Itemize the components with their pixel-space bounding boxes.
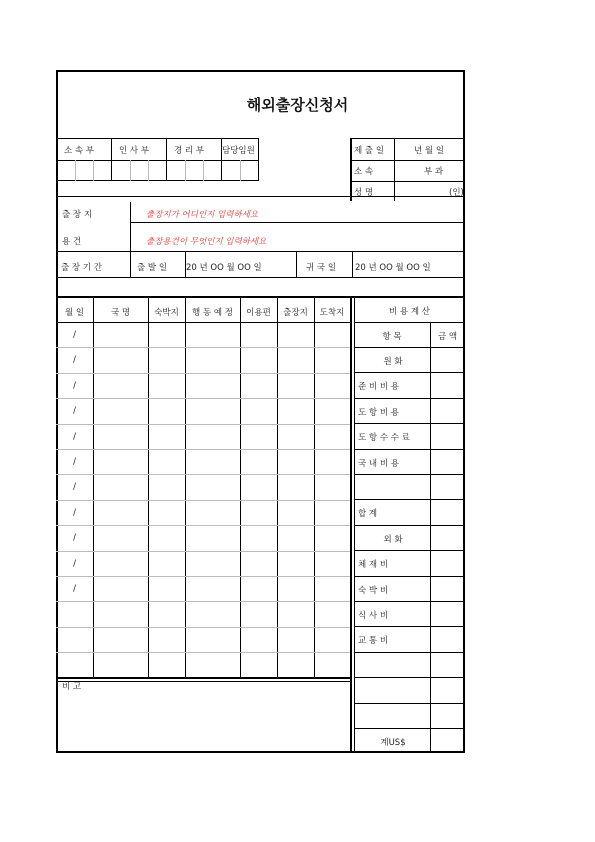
itinerary-row-date[interactable]: / [73,330,76,340]
cost-header-item: 항 목 [382,332,402,342]
cost-header-amount: 금 액 [437,332,458,342]
cost-item-label: 합 계 [358,509,378,520]
approval-label-accounting: 경 리 부 [174,146,205,156]
cost-item-label: 도 항 비 용 [358,407,399,418]
divider [314,296,315,677]
divider [56,681,350,682]
cost-title: 비 용 계 산 [389,307,430,317]
divider [394,138,395,201]
remarks-label: 비 고 [62,682,82,692]
divider [354,347,465,348]
return-label: 귀 국 일 [306,263,337,273]
purpose-field[interactable]: 출장용건이 무엇인지 입력하세요 [146,237,267,247]
itinerary-row-date[interactable]: / [73,431,76,442]
itinerary-row-date[interactable]: / [73,406,76,417]
divider [354,550,465,551]
divider [354,525,465,526]
divider [350,181,465,182]
destination-field[interactable]: 출장지가 어디인지 입력하세요 [146,210,259,220]
divider [354,423,465,424]
itinerary-row-date[interactable]: / [73,533,76,544]
cost-item-label: 국 내 비 용 [358,458,399,469]
header-lodging: 숙박지 [154,308,179,318]
cost-item-label: 원 화 [383,357,403,367]
divider [56,322,350,323]
submit-dept-label: 소 속 [354,167,374,177]
divider [130,222,465,223]
divider [56,525,350,526]
divider [56,627,350,628]
cost-item-label: 숙 박 비 [358,585,389,596]
submit-date-label: 제 출 일 [354,146,385,156]
divider [354,499,465,500]
form-title: 해외출장신청서 [246,96,349,114]
divider [354,728,465,729]
depart-label: 출 발 일 [137,263,168,273]
divider [56,398,350,399]
header-arrival: 도착지 [319,308,345,318]
divider [56,196,465,197]
divider [354,449,465,450]
itinerary-row-date[interactable]: / [73,482,76,493]
destination-label: 출 장 지 [62,210,93,220]
divider [148,160,149,181]
divider [111,138,112,181]
itinerary-row-date[interactable]: / [73,380,76,391]
divider [93,160,94,181]
divider [56,500,350,501]
submit-date-value: 년 월 일 [414,146,445,156]
submit-dept-value: 부 과 [424,167,444,177]
divider [203,160,204,181]
cost-item-label: 체 재 비 [358,560,389,571]
divider [354,322,465,323]
itinerary-row-date[interactable]: / [73,507,76,518]
divider [354,703,465,704]
divider [430,322,431,753]
divider [166,138,167,181]
header-schedule: 행 동 예 정 [192,308,233,318]
cost-item-label: 외 화 [383,534,403,545]
divider [354,474,465,475]
divider [240,296,241,677]
divider [56,373,350,374]
divider [56,449,350,450]
purpose-label: 용 건 [62,237,82,247]
divider [56,296,465,298]
divider [350,296,352,753]
divider [354,677,465,678]
seal-mark: (인) [449,188,464,198]
divider [56,160,259,161]
approval-label-hr: 인 사 부 [119,146,150,156]
header-trip-site: 출장지 [283,308,308,318]
depart-date-field[interactable]: 20 년 OO 월 OO 일 [186,263,262,273]
divider [56,424,350,425]
divider [354,372,465,373]
period-label: 출 장 기 간 [61,263,102,273]
header-country: 국 명 [110,308,131,318]
approval-label-executive: 담당임원 [222,146,255,156]
itinerary-row-date[interactable]: / [73,457,76,467]
divider [56,576,350,577]
divider [75,160,76,181]
divider [148,296,149,677]
divider [56,251,465,252]
return-date-field[interactable]: 20 년 OO 월 OO 일 [355,263,431,273]
divider [350,160,465,161]
approval-label-dept: 소 속 부 [64,146,95,156]
divider [350,138,352,201]
divider [354,576,465,577]
divider [56,601,350,602]
cost-item-label: 준 비 비 용 [358,382,399,393]
divider [130,160,131,181]
divider [352,251,353,277]
divider [56,551,350,552]
divider [56,677,350,679]
divider [296,251,297,277]
divider [277,296,278,677]
divider [93,296,94,677]
divider [56,652,350,653]
header-date: 월 일 [64,308,85,318]
divider [354,652,465,653]
divider [130,202,131,277]
divider [56,277,465,278]
divider [56,347,350,348]
divider [185,296,186,677]
header-transport: 이용편 [246,308,271,318]
divider [350,138,465,139]
itinerary-row-date[interactable]: / [73,558,76,569]
submit-name-label: 성 명 [354,188,374,198]
itinerary-row-date[interactable]: / [73,355,76,366]
divider [240,160,241,181]
itinerary-row-date[interactable]: / [73,584,76,594]
cost-item-label: 식 사 비 [358,611,389,621]
divider [56,474,350,475]
divider [354,626,465,627]
divider [185,160,186,181]
cost-item-label: 계US$ [380,738,406,748]
cost-item-label: 교 통 비 [358,636,389,647]
divider [354,601,465,602]
divider [354,398,465,399]
cost-item-label: 도 항 수 수 료 [358,433,410,444]
